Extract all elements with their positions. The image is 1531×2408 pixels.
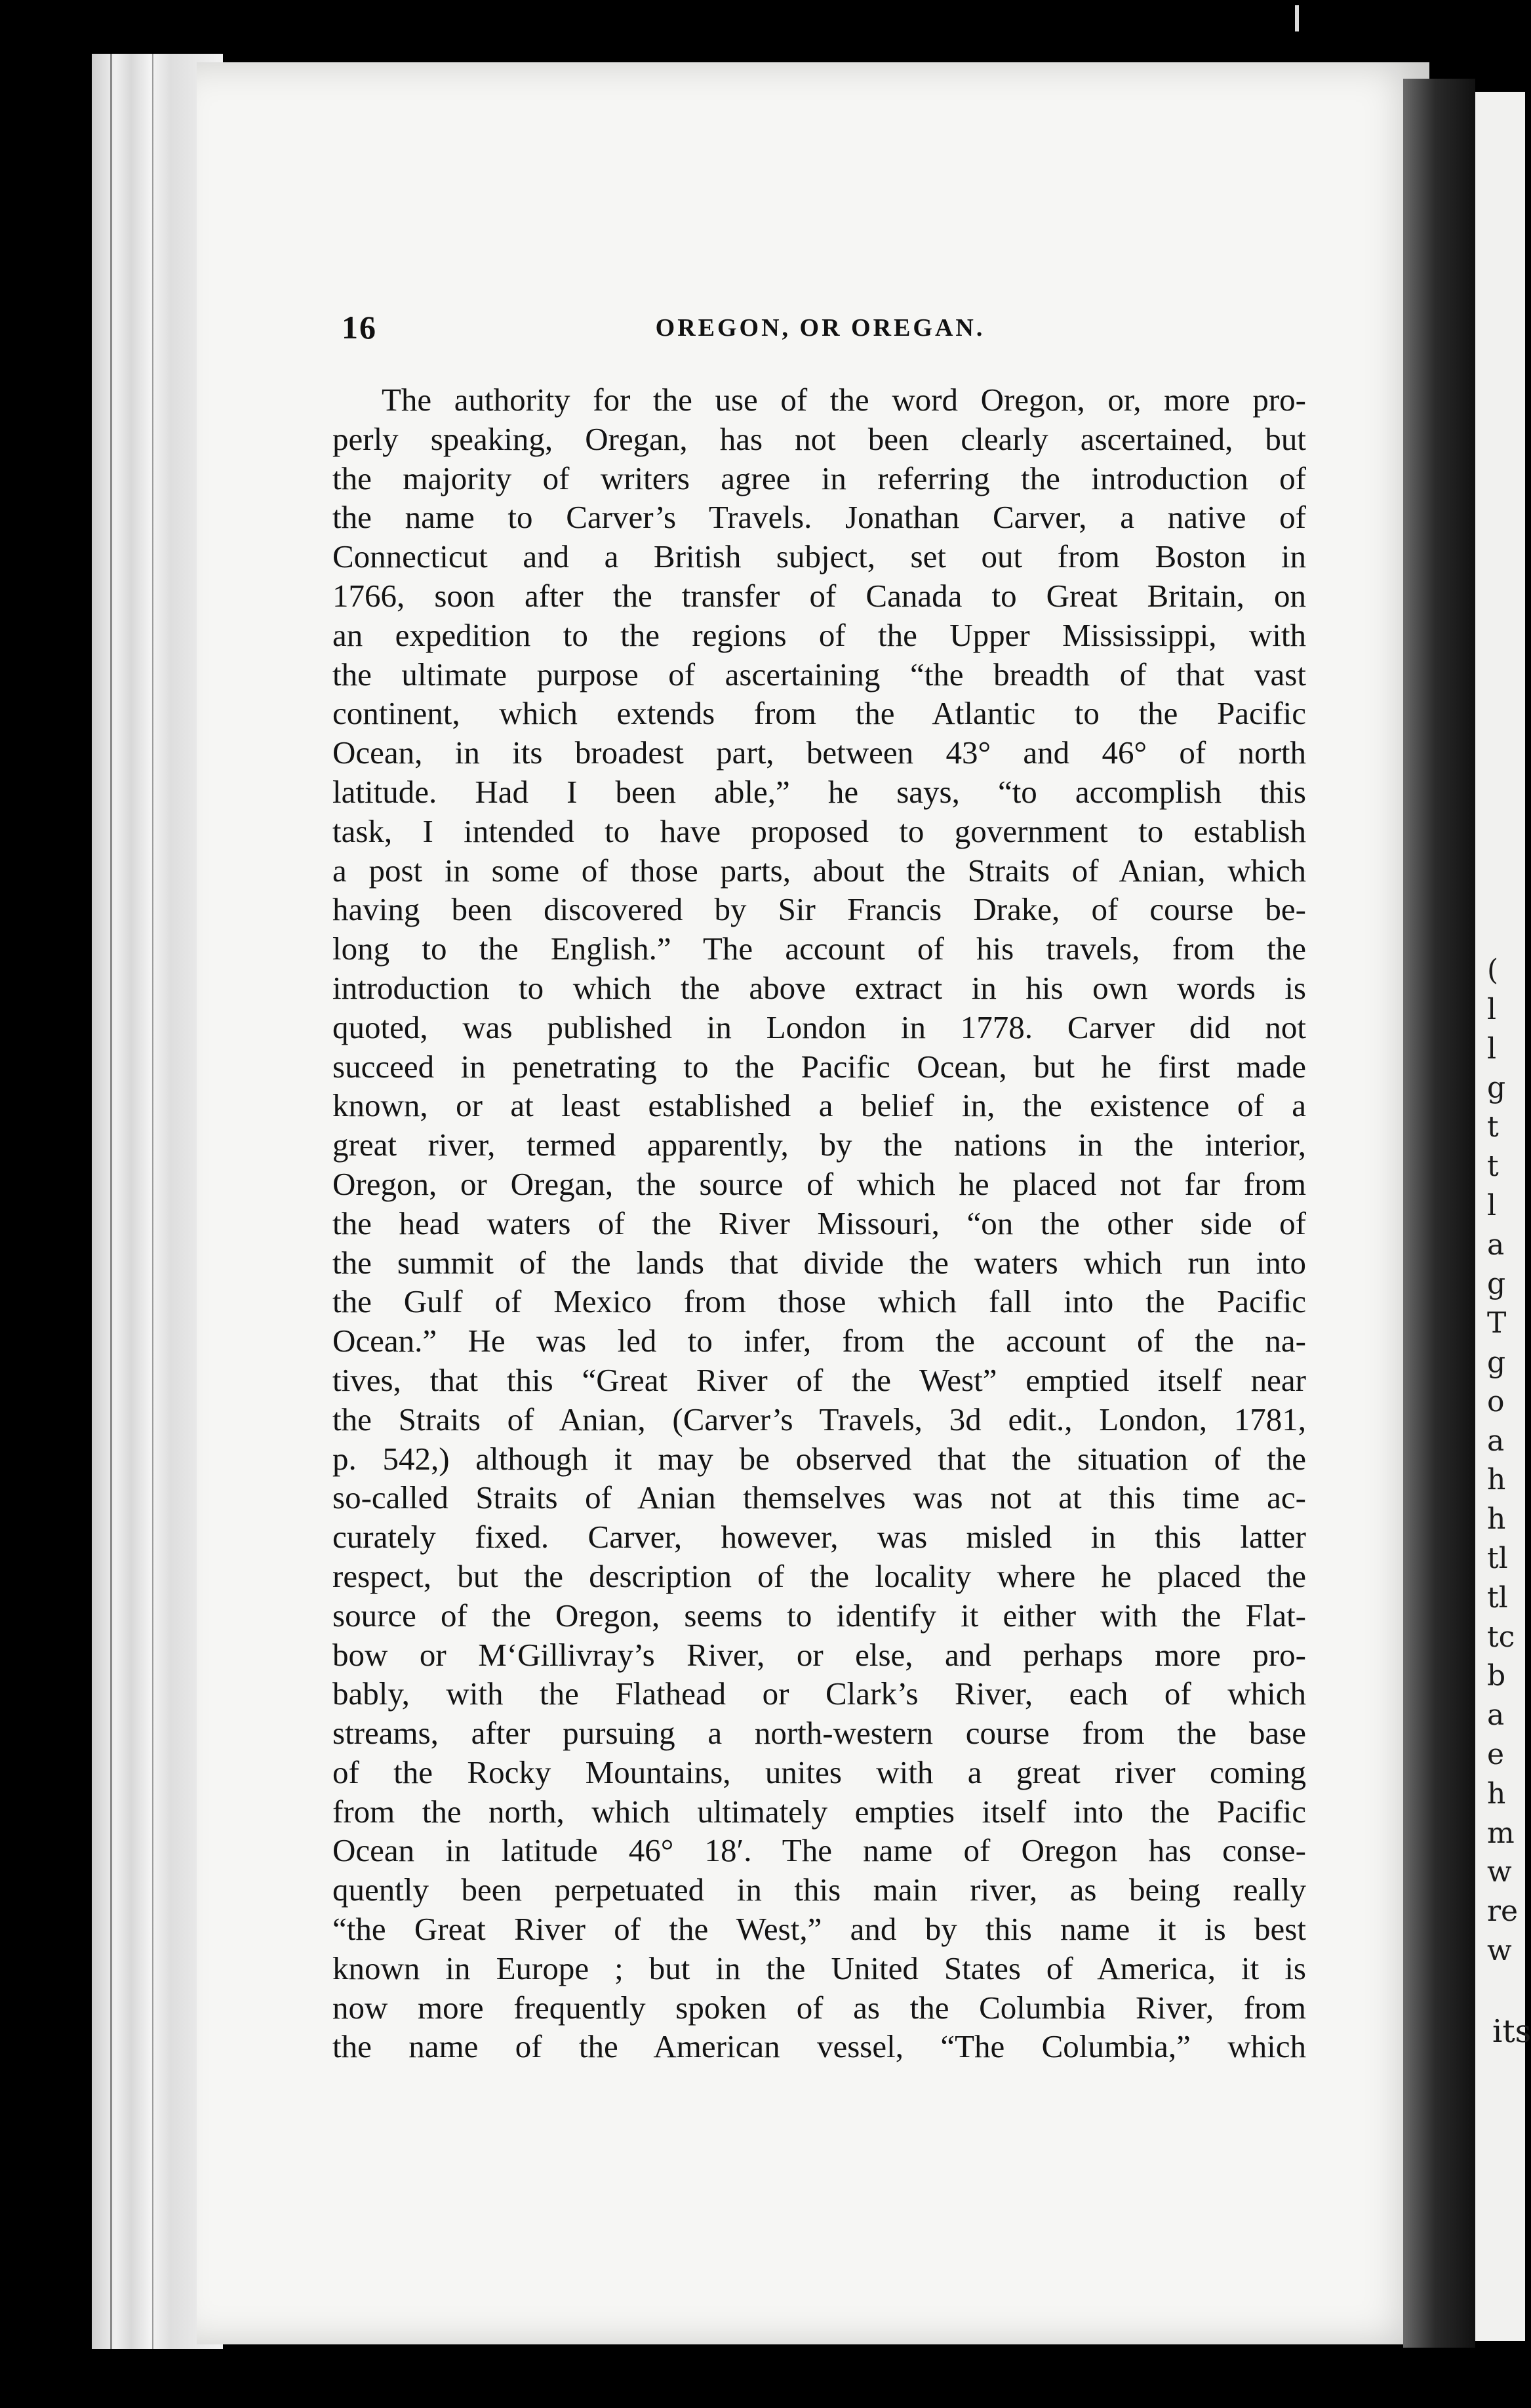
facing-fragment: g (1487, 1345, 1506, 1379)
text-line: the Gulf of Mexico from those which fall into the Pacific (332, 1283, 1306, 1320)
facing-fragment: tl (1487, 1580, 1508, 1615)
text-line: of the Rocky Mountains, unites with a great river coming (332, 1754, 1306, 1790)
facing-fragment: w (1487, 1855, 1512, 1889)
text-line: latitude. Had I been able,” he says, “to accomplish this (332, 773, 1306, 810)
facing-fragment: e (1487, 1737, 1505, 1771)
facing-page-bottom-word: its (1492, 2013, 1531, 2050)
body-paragraph (332, 380, 1306, 2066)
text-line: the majority of writers agree in referring the introduction of (332, 460, 1306, 496)
text-line: streams, after pursuing a north-western course from the base (332, 1715, 1306, 1752)
facing-fragment: g (1487, 1071, 1506, 1105)
facing-fragment: h (1487, 1463, 1506, 1497)
text-line: bow or M‘Gillivray’s River, or else, and perhaps more pro- (332, 1636, 1306, 1673)
text-line: source of the Oregon, seems to identify it either with the Flat- (332, 1597, 1306, 1634)
text-line: 1766, soon after the transfer of Canada to Great Britain, on (332, 577, 1306, 614)
facing-fragment: w (1487, 1933, 1512, 1967)
facing-fragment: l (1487, 992, 1497, 1026)
facing-fragment: tl (1487, 1541, 1508, 1575)
facing-fragment: T (1487, 1306, 1507, 1340)
text-line: from the north, which ultimately empties itself into the Pacific (332, 1793, 1306, 1830)
text-line: the ultimate purpose of ascertaining “the breadth of that vast (332, 656, 1306, 692)
text-line: great river, termed apparently, by the nations in the interior, (332, 1127, 1306, 1163)
text-line: curately fixed. Carver, however, was misled in this latter (332, 1519, 1306, 1555)
facing-fragment: m (1487, 1816, 1515, 1850)
text-line: an expedition to the regions of the Upper Mississippi, with (332, 616, 1306, 653)
facing-fragment: t (1487, 1110, 1499, 1144)
facing-fragment: re (1487, 1895, 1519, 1929)
facing-fragment: g (1487, 1267, 1506, 1301)
text-line: bably, with the Flathead or Clark’s River, each of which (332, 1676, 1306, 1712)
text-line: task, I intended to have proposed to government to establish (332, 813, 1306, 849)
text-line: “the Great River of the West,” and by this name it is best (332, 1911, 1306, 1948)
facing-fragment: o (1487, 1384, 1505, 1418)
text-line: quently been perpetuated in this main river, as being really (332, 1872, 1306, 1908)
text-line: known, or at least established a belief in, the existence of a (332, 1087, 1306, 1124)
text-line: a post in some of those parts, about the Straits of Anian, which (332, 852, 1306, 889)
scan-artifact-mark (1295, 5, 1299, 31)
text-line: the name of the American vessel, “The Columbia,” which (332, 2028, 1306, 2065)
facing-fragment: a (1487, 1698, 1505, 1733)
text-line: succeed in penetrating to the Pacific Ocean, but he first made (332, 1048, 1306, 1085)
text-line: tives, that this “Great River of the West” emptied itself near (332, 1361, 1306, 1398)
text-line: so-called Straits of Anian themselves was not at this time ac- (332, 1479, 1306, 1516)
facing-fragment: a (1487, 1228, 1505, 1262)
text-line: The authority for the use of the word Oregon, or, more pro- (382, 382, 1306, 418)
text-line: Connecticut and a British subject, set out from Boston in (332, 538, 1306, 575)
text-line: the summit of the lands that divide the waters which run into (332, 1244, 1306, 1281)
page-number: 16 (342, 309, 377, 346)
text-line: the name to Carver’s Travels. Jonathan Carver, a native of (332, 499, 1306, 536)
text-line: having been discovered by Sir Francis Drake, of course be- (332, 891, 1306, 928)
text-line: respect, but the description of the locality where he placed the (332, 1557, 1306, 1594)
facing-page-fragments (1487, 951, 1525, 1971)
text-line: now more frequently spoken of as the Columbia River, from (332, 1989, 1306, 2026)
facing-fragment: a (1487, 1424, 1505, 1458)
running-title: OREGON, OR OREGAN. (655, 314, 985, 342)
running-head (342, 308, 1299, 354)
text-line: introduction to which the above extract in his own words is (332, 969, 1306, 1006)
text-line: the head waters of the River Missouri, “on the other side of (332, 1205, 1306, 1241)
facing-fragment: l (1487, 1032, 1497, 1066)
facing-fragment: ( (1487, 953, 1499, 987)
text-line: the Straits of Anian, (Carver’s Travels, 3d edit., London, 1781, (332, 1401, 1306, 1437)
facing-fragment: l (1487, 1188, 1497, 1222)
text-line: known in Europe ; but in the United States of America, it is (332, 1950, 1306, 1986)
text-line: long to the English.” The account of his travels, from the (332, 931, 1306, 967)
text-line: continent, which extends from the Atlantic to the Pacific (332, 695, 1306, 732)
text-line: Ocean, in its broadest part, between 43° and 46° of north (332, 734, 1306, 771)
text-line: quoted, was published in London in 1778. Carver did not (332, 1009, 1306, 1045)
text-line: perly speaking, Oregan, has not been clearly ascertained, but (332, 420, 1306, 457)
text-line: Ocean.” He was led to infer, from the account of the na- (332, 1323, 1306, 1359)
text-line: Ocean in latitude 46° 18′. The name of Oregon has conse- (332, 1832, 1306, 1869)
facing-fragment: h (1487, 1776, 1506, 1811)
text-line: Oregon, or Oregan, the source of which he placed not far from (332, 1165, 1306, 1202)
text-line: p. 542,) although it may be observed that the situation of the (332, 1440, 1306, 1477)
book-gutter (1403, 79, 1475, 2348)
facing-fragment: t (1487, 1149, 1499, 1183)
facing-fragment: tc (1487, 1620, 1515, 1654)
facing-fragment: h (1487, 1502, 1506, 1536)
facing-fragment: b (1487, 1659, 1506, 1693)
